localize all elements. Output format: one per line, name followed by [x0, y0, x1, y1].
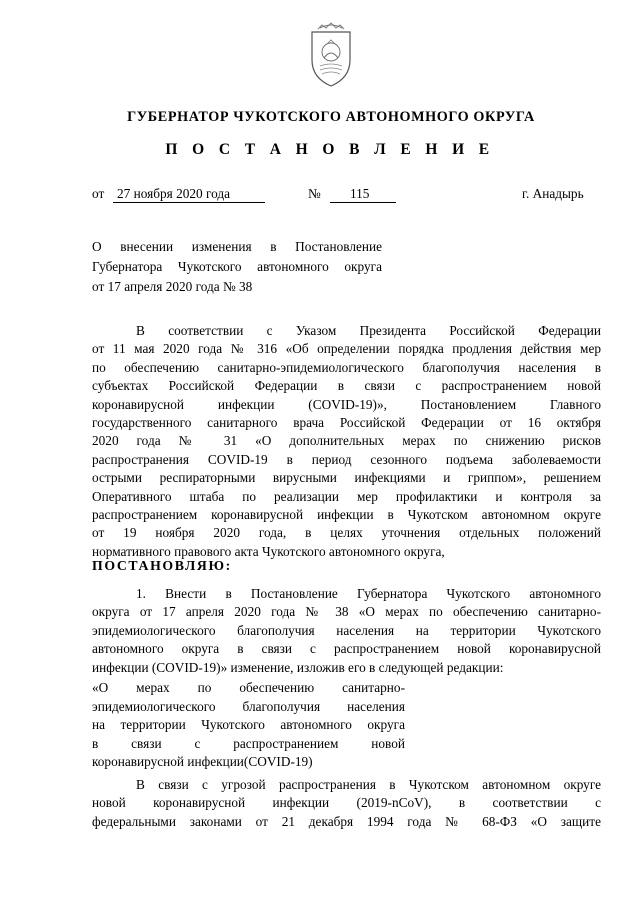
- preamble-line: от 11 мая 2020 года № 316 «Об определении порядка продления действия мер: [92, 341, 601, 357]
- quoted-title: [92, 679, 405, 772]
- item-1-line: эпидемиологического благополучия населения на территории Чукотского: [92, 622, 601, 638]
- preamble-line: от 19 ноября 2020 года, в целях уточнения отдельных положений: [92, 525, 601, 541]
- paragraph-2-line: В связи с угрозой распространения в Чукотском автономном округе: [136, 777, 601, 792]
- paragraph-2-line: федеральными законами от 21 декабря 1994 года № 68-ФЗ «О защите: [92, 813, 601, 829]
- paragraph-2-line: новой коронавирусной инфекции (2019-nCoV), в соответствии с: [92, 795, 601, 811]
- quote-line: на территории Чукотского автономного округа: [92, 717, 405, 732]
- quote-line: коронавирусной инфекции(COVID-19): [92, 754, 313, 769]
- number-label: №: [308, 186, 321, 201]
- preamble-paragraph: [92, 322, 601, 561]
- item-1-line: 1. Внести в Постановление Губернатора Чукотского автономного: [136, 586, 601, 601]
- issuer-title: ГУБЕРНАТОР ЧУКОТСКОГО АВТОНОМНОГО ОКРУГА: [127, 109, 535, 125]
- quote-line: «О мерах по обеспечению санитарно-: [92, 680, 405, 695]
- number-field: [330, 186, 396, 203]
- preamble-line: субъектах Российской Федерации в связи с распространением новой: [92, 378, 601, 394]
- preamble-line: нормативного правового акта Чукотского автономного округа,: [92, 543, 445, 559]
- date-from-label: от: [92, 186, 105, 201]
- item-1-line: автономного округа в связи с распространением новой коронавирусной: [92, 641, 601, 657]
- quote-line: эпидемиологического благополучия населения: [92, 698, 405, 714]
- preamble-line: Оперативного штаба по реализации мер профилактики и контроля за: [92, 488, 601, 504]
- preamble-line: 2020 года № 31 «О дополнительных мерах по снижению рисков: [92, 433, 601, 449]
- document-subject: [92, 237, 382, 297]
- preamble-line: В соответствии с Указом Президента Российской Федерации: [136, 323, 601, 338]
- item-1-line: округа от 17 апреля 2020 года № 38 «О мерах по обеспечению санитарно-: [92, 604, 601, 620]
- decree-heading: ПОСТАНОВЛЯЮ:: [92, 558, 232, 573]
- preamble-line: острыми респираторными вирусными инфекциями и гриппом», решением: [92, 470, 601, 486]
- subject-line: от 17 апреля 2020 года № 38: [92, 279, 253, 294]
- paragraph-2: [92, 776, 601, 831]
- subject-line: Губернатора Чукотского автономного округа: [92, 259, 382, 274]
- subject-line: О внесении изменения в Постановление: [92, 239, 382, 254]
- preamble-line: распространением коронавирусной инфекции в Чукотском автономном округе: [92, 507, 601, 523]
- preamble-line: распространения COVID-19 в период сезонного подъема заболеваемости: [92, 451, 601, 467]
- document-number: 115: [330, 186, 396, 203]
- item-1-paragraph: [92, 585, 601, 677]
- preamble-line: государственного санитарного врача Российской Федерации от 16 октября: [92, 415, 601, 431]
- quote-line: в связи с распространением новой: [92, 735, 405, 751]
- preamble-line: по обеспечению санитарно-эпидемиологического благополучия населения в: [92, 359, 601, 375]
- date-field: [113, 186, 265, 203]
- document-city: г. Анадырь: [522, 186, 584, 201]
- document-date: 27 ноября 2020 года: [113, 186, 265, 203]
- preamble-line: коронавирусной инфекции (COVID-19)», Постановлением Главного: [92, 396, 601, 412]
- item-1-line: инфекции (COVID-19)» изменение, изложив его в следующей редакции:: [92, 659, 504, 675]
- document-type: П О С Т А Н О В Л Е Н И Е: [165, 141, 495, 158]
- coat-of-arms-icon: [302, 22, 360, 90]
